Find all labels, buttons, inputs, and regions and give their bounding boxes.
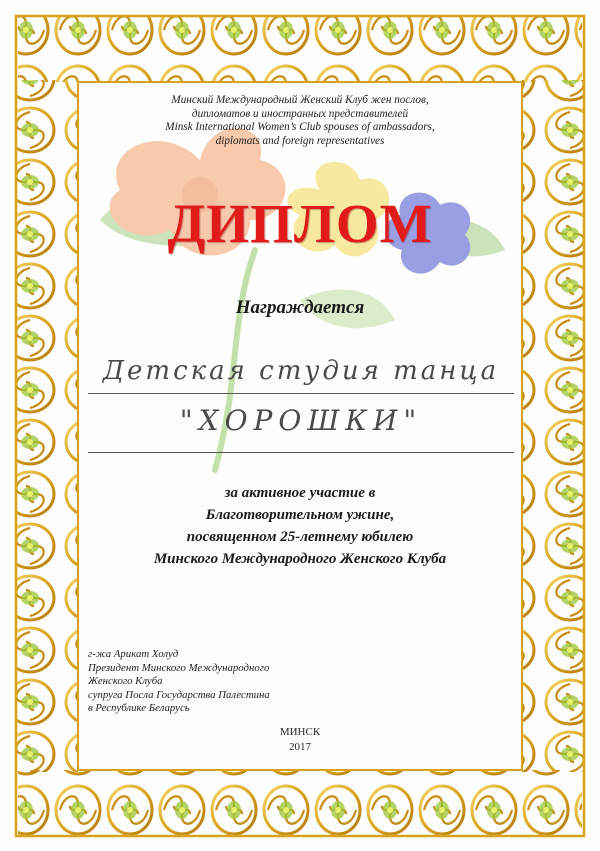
place-and-year [250, 725, 350, 755]
awarded-label: Награждается [235, 297, 365, 318]
recipient-line-2: "ХОРОШКИ" [179, 404, 423, 437]
reason-line: посвященном 25-летнему юбилею [186, 529, 414, 545]
signer-line: Президент Минского Международного [88, 661, 270, 674]
place-year: 2017 [289, 741, 311, 753]
diploma-title: ДИПЛОМ [167, 193, 433, 254]
reason-line: Благотворительном ужине, [205, 507, 395, 523]
signer-line: Женского Клуба [88, 675, 163, 687]
organization-line: diplomats and foreign representatives [215, 134, 385, 147]
award-reason [80, 482, 520, 570]
signer-line: супруга Посла Государства Палестина [88, 688, 270, 701]
organization-line: Minsk International Women’s Club spouses of ambassadors, [165, 121, 435, 133]
reason-line: за активное участие в [224, 485, 376, 501]
recipient-line-1: Детская студия танца [102, 356, 500, 386]
organization-header [80, 94, 520, 148]
organization-line: Минский Международный Женский Клуб жен послов, [171, 94, 429, 106]
reason-line: Минского Международного Женского Клуба [153, 551, 447, 567]
signer-block [88, 648, 348, 716]
place-city: МИНСК [279, 726, 321, 738]
signer-line: г-жа Арикат Холуд [88, 648, 179, 660]
recipient-underline-2 [88, 452, 514, 453]
signer-line: в Республике Беларусь [88, 702, 190, 714]
organization-line: дипломатов и иностранных представителей [191, 107, 409, 120]
recipient-underline-1 [88, 393, 514, 394]
